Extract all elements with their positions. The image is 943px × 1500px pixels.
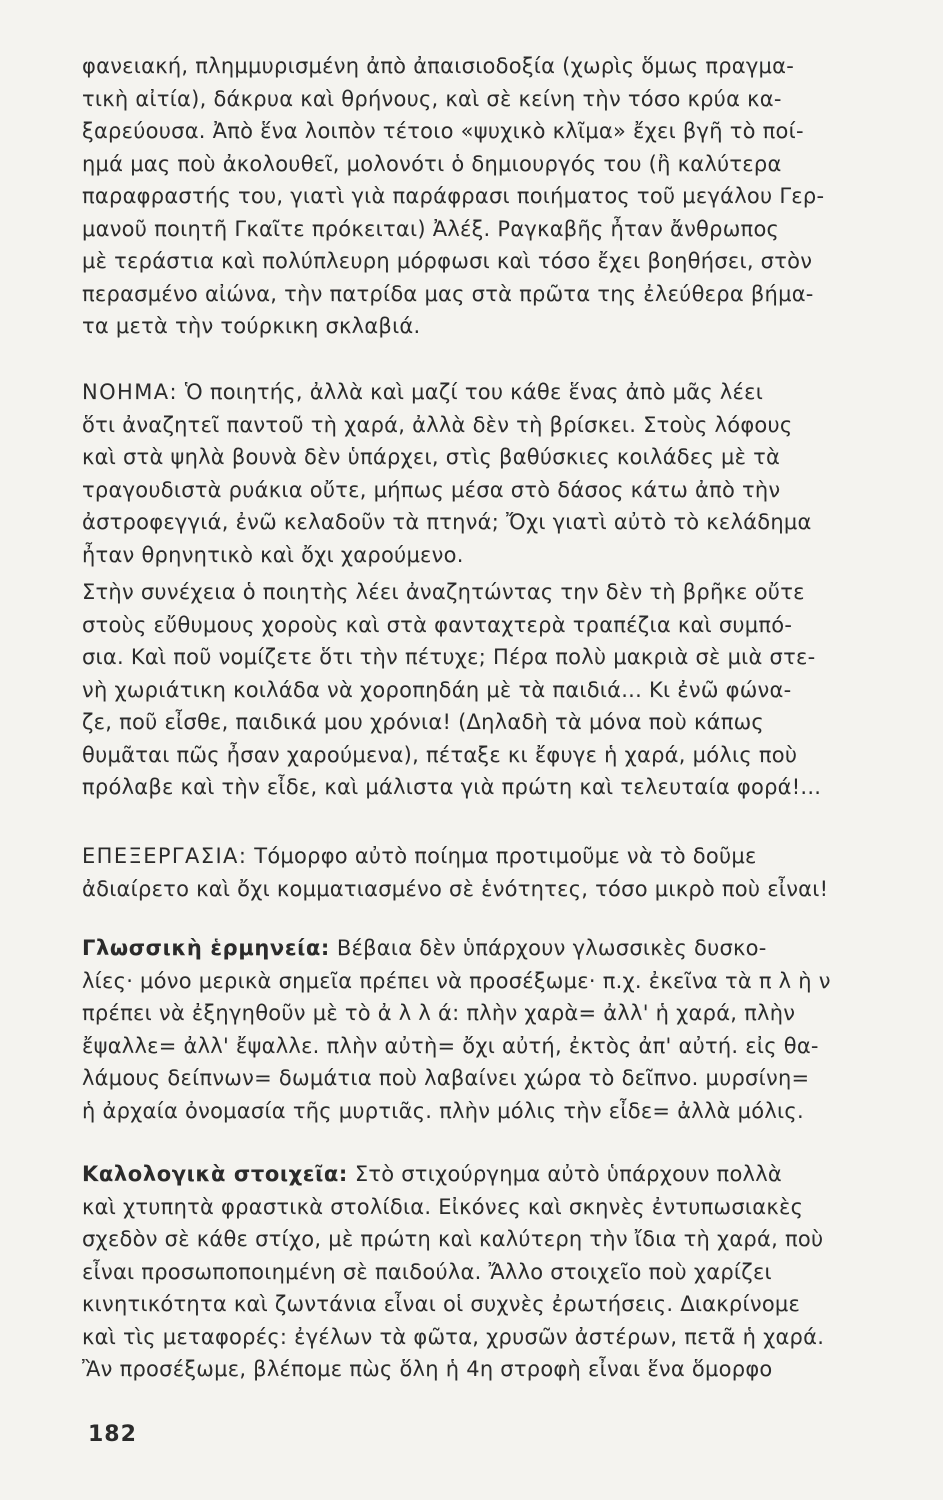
text-line: ἔψαλλε= ἀλλ' ἔψαλλε. πλὴν αὐτὴ= ὄχι αὐτή, ἐκτὸς ἀπ' αὐτή. εἰς θα- xyxy=(82,1033,819,1058)
text-line: θυμᾶται πῶς ἦσαν χαρούμενα), πέταξε κι ἔφυγε ἡ χαρά, μόλις ποὺ xyxy=(82,742,798,767)
text-line: καὶ τὶς μεταφορές: ἐγέλων τὰ φῶτα, χρυσῶν ἀστέρων, πετᾶ ἡ χαρά. xyxy=(82,1324,825,1349)
text-line: παραφραστής του, γιατὶ γιὰ παράφρασι ποιήματος τοῦ μεγάλου Γερ- xyxy=(82,184,825,208)
text-line: ζε, ποῦ εἶσθε, παιδικά μου χρόνια! (Δηλαδὴ τὰ μόνα ποὺ κάπως xyxy=(82,710,764,734)
text-line: φανειακή, πλημμυρισμένη ἀπὸ ἀπαισιοδοξία (χωρὶς ὅμως πραγμα- xyxy=(82,54,795,78)
text-line: καὶ χτυπητὰ φραστικὰ στολίδια. Εἰκόνες καὶ σκηνὲς ἐντυπωσιακὲς xyxy=(82,1194,804,1219)
text-line xyxy=(82,932,922,965)
text-line: πρόλαβε καὶ τὴν εἶδε, καὶ μάλιστα γιὰ πρώτη καὶ τελευταία φορά!... xyxy=(82,775,822,799)
text-line: τα μετὰ τὴν τούρκικη σκλαβιά. xyxy=(82,314,421,338)
text-line: ἦταν θρηνητικὸ καὶ ὄχι χαρούμενο. xyxy=(82,542,464,567)
text-line: λίες· μόνο μερικὰ σημεῖα πρέπει νὰ προσέξωμε· π.χ. ἐκεῖνα τὰ π λ ὴ ν xyxy=(82,968,831,993)
paragraph-glossiki-ermineia xyxy=(82,932,922,1127)
paragraph-epexergasia xyxy=(82,840,922,905)
text-line: ημά μας ποὺ ἀκολουθεῖ, μολονότι ὁ δημιουργός του (ἢ καλύτερα xyxy=(82,151,782,176)
page-number: 182 xyxy=(88,1422,137,1447)
text-line: σια. Καὶ ποῦ νομίζετε ὅτι τὴν πέτυχε; Πέρα πολὺ μακριὰ σὲ μιὰ στε- xyxy=(82,645,816,669)
text-line xyxy=(82,1158,922,1191)
text-line: ξαρεύουσα. Ἀπὸ ἕνα λοιπὸν τέτοιο «ψυχικὸ κλῖμα» ἔχει βγῆ τὸ ποί- xyxy=(82,119,804,143)
section-heading-epexergasia: ΕΠΕΞΕΡΓΑΣΙΑ: xyxy=(82,844,248,868)
text-line: σχεδὸν σὲ κάθε στίχο, μὲ πρώτη καὶ καλύτερη τὴν ἴδια τὴ χαρά, ποὺ xyxy=(82,1227,824,1251)
line-text: Στὸ στιχούργημα αὐτὸ ὑπάρχουν πολλὰ xyxy=(347,1162,782,1186)
text-line: ἡ ἀρχαία ὀνομασία τῆς μυρτιᾶς. πλὴν μόλις τὴν εἶδε= ἀλλὰ μόλις. xyxy=(82,1098,804,1123)
text-line: νὴ χωριάτικη κοιλάδα νὰ χοροπηδάη μὲ τὰ παιδιά... Κι ἐνῶ φώνα- xyxy=(82,677,792,702)
paragraph-noima xyxy=(82,376,922,571)
paragraph-intro xyxy=(82,50,922,343)
paragraph-kalologika-stoixeia xyxy=(82,1158,922,1386)
text-line: Στὴν συνέχεια ὁ ποιητὴς λέει ἀναζητώντας την δὲν τὴ βρῆκε οὔτε xyxy=(82,580,805,604)
text-line xyxy=(82,840,922,873)
text-line: τραγουδιστὰ ρυάκια οὔτε, μήπως μέσα στὸ δάσος κάτω ἀπὸ τὴν xyxy=(82,477,781,502)
text-line: ἀδιαίρετο καὶ ὄχι κομματιασμένο σὲ ἑνότητες, τόσο μικρὸ ποὺ εἶναι! xyxy=(82,876,829,901)
text-line: μανοῦ ποιητῆ Γκαῖτε πρόκειται) Ἀλέξ. Ραγκαβῆς ἦταν ἄνθρωπος xyxy=(82,216,780,241)
text-line: πρέπει νὰ ἐξηγηθοῦν μὲ τὸ ἀ λ λ ά: πλὴν χαρὰ= ἀλλ' ἡ χαρά, πλὴν xyxy=(82,1001,796,1025)
text-line: καὶ στὰ ψηλὰ βουνὰ δὲν ὑπάρχει, στὶς βαθύσκιες κοιλάδες μὲ τὰ xyxy=(82,445,781,469)
line-text: Βέβαια δὲν ὑπάρχουν γλωσσικὲς δυσκο- xyxy=(329,936,767,960)
text-line: ἀστροφεγγιά, ἐνῶ κελαδοῦν τὰ πτηνά; Ὄχι γιατὶ αὐτὸ τὸ κελάδημα xyxy=(82,510,812,534)
text-line xyxy=(82,376,922,409)
text-line: ὅτι ἀναζητεῖ παντοῦ τὴ χαρά, ἀλλὰ δὲν τὴ βρίσκει. Στοὺς λόφους xyxy=(82,412,793,437)
section-heading-noima: ΝΟΗΜΑ: xyxy=(82,380,178,404)
text-line: τικὴ αἰτία), δάκρυα καὶ θρήνους, καὶ σὲ κείνη τὴν τόσο κρύα κα- xyxy=(82,86,782,111)
text-line: κινητικότητα καὶ ζωντάνια εἶναι οἱ συχνὲς ἐρωτήσεις. Διακρίνομε xyxy=(82,1292,801,1316)
text-line: στοὺς εὔθυμους χοροὺς καὶ στὰ φανταχτερὰ τραπέζια καὶ συμπό- xyxy=(82,612,793,637)
line-text: Τόμορφο αὐτὸ ποίημα προτιμοῦμε νὰ τὸ δοῦμε xyxy=(247,844,757,868)
text-line: μὲ τεράστια καὶ πολύπλευρη μόρφωσι καὶ τόσο ἔχει βοηθήσει, στὸν xyxy=(82,249,813,273)
section-heading-kalologika-stoixeia: Καλολογικὰ στοιχεῖα: xyxy=(82,1162,348,1186)
line-text: Ὁ ποιητής, ἀλλὰ καὶ μαζί του κάθε ἕνας ἀπὸ μᾶς λέει xyxy=(178,380,764,404)
text-line: περασμένο αἰώνα, τὴν πατρίδα μας στὰ πρῶτα της ἐλεύθερα βήμα- xyxy=(82,281,814,306)
paragraph-continuation xyxy=(82,576,922,804)
section-heading-glossiki-ermineia: Γλωσσικὴ ἑρμηνεία: xyxy=(82,936,330,960)
text-line: Ἂν προσέξωμε, βλέπομε πὼς ὅλη ἡ 4η στροφὴ εἶναι ἕνα ὅμορφο xyxy=(82,1357,773,1381)
text-line: λάμους δείπνων= δωμάτια ποὺ λαβαίνει χώρα τὸ δεῖπνο. μυρσίνη= xyxy=(82,1066,810,1090)
text-line: εἶναι προσωποποιημένη σὲ παιδούλα. Ἄλλο στοιχεῖο ποὺ χαρίζει xyxy=(82,1259,772,1284)
